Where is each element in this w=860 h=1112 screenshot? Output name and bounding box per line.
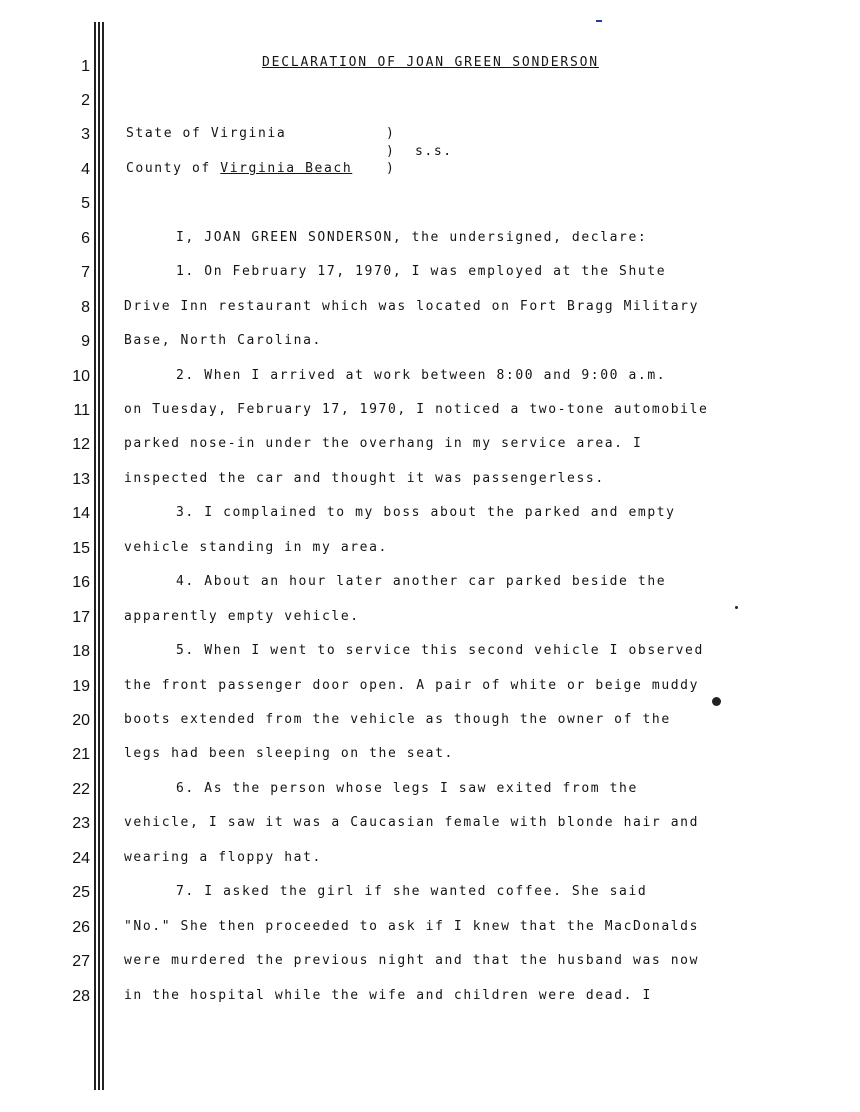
line-number: 20 bbox=[72, 712, 90, 729]
margin-rule bbox=[98, 22, 100, 1090]
line-number: 27 bbox=[72, 953, 90, 970]
body-line: boots extended from the vehicle as though the owner of the bbox=[124, 712, 671, 727]
venue-bracket: ) bbox=[386, 126, 396, 141]
line-number: 18 bbox=[72, 643, 90, 660]
body-line: vehicle standing in my area. bbox=[124, 540, 388, 555]
line-number: 22 bbox=[72, 781, 90, 798]
line-number: 23 bbox=[72, 815, 90, 832]
body-line: in the hospital while the wife and children were dead. I bbox=[124, 988, 652, 1003]
body-line: 1. On February 17, 1970, I was employed at the Shute bbox=[176, 264, 667, 279]
margin-rule bbox=[102, 22, 104, 1090]
line-number: 5 bbox=[81, 195, 90, 212]
body-line: Base, North Carolina. bbox=[124, 333, 322, 348]
line-number: 25 bbox=[72, 884, 90, 901]
scan-speck bbox=[596, 20, 602, 22]
body-line: "No." She then proceeded to ask if I knew that the MacDonalds bbox=[124, 919, 700, 934]
line-number: 3 bbox=[81, 126, 90, 143]
venue-bracket: ) bbox=[386, 144, 396, 159]
line-number: 6 bbox=[81, 230, 90, 247]
line-number: 19 bbox=[72, 678, 90, 695]
body-line: wearing a floppy hat. bbox=[124, 850, 322, 865]
body-line: inspected the car and thought it was passengerless. bbox=[124, 471, 605, 486]
line-number: 9 bbox=[81, 333, 90, 350]
line-number: 15 bbox=[72, 540, 90, 557]
line-number: 17 bbox=[72, 609, 90, 626]
ink-blot bbox=[712, 697, 721, 706]
line-number: 14 bbox=[72, 505, 90, 522]
line-number: 7 bbox=[81, 264, 90, 281]
venue-bracket: ) bbox=[386, 161, 396, 176]
line-number: 13 bbox=[72, 471, 90, 488]
body-line: 7. I asked the girl if she wanted coffee. She said bbox=[176, 884, 648, 899]
body-line: 5. When I went to service this second vehicle I observed bbox=[176, 643, 704, 658]
line-number: 16 bbox=[72, 574, 90, 591]
line-number: 26 bbox=[72, 919, 90, 936]
line-number: 24 bbox=[72, 850, 90, 867]
body-line: legs had been sleeping on the seat. bbox=[124, 746, 454, 761]
line-number: 1 bbox=[81, 58, 90, 75]
body-line: 3. I complained to my boss about the parked and empty bbox=[176, 505, 676, 520]
line-number: 21 bbox=[72, 746, 90, 763]
line-number: 4 bbox=[81, 161, 90, 178]
line-number: 8 bbox=[81, 299, 90, 316]
line-number: 11 bbox=[73, 402, 90, 419]
body-line: I, JOAN GREEN SONDERSON, the undersigned, declare: bbox=[176, 230, 648, 245]
line-number: 2 bbox=[81, 92, 90, 109]
line-number: 28 bbox=[72, 988, 90, 1005]
county-prefix: County of bbox=[126, 161, 221, 176]
venue-ss: s.s. bbox=[415, 144, 453, 159]
body-line: 2. When I arrived at work between 8:00 and 9:00 a.m. bbox=[176, 368, 667, 383]
body-line: on Tuesday, February 17, 1970, I noticed a two-tone automobile bbox=[124, 402, 709, 417]
body-line: the front passenger door open. A pair of white or beige muddy bbox=[124, 678, 700, 693]
venue-county bbox=[126, 161, 352, 176]
line-number: 12 bbox=[72, 436, 90, 453]
margin-rule bbox=[94, 22, 96, 1090]
body-line: parked nose-in under the overhang in my service area. I bbox=[124, 436, 643, 451]
body-line: 4. About an hour later another car parked beside the bbox=[176, 574, 667, 589]
body-line: 6. As the person whose legs I saw exited from the bbox=[176, 781, 638, 796]
page-title: DECLARATION OF JOAN GREEN SONDERSON bbox=[262, 55, 599, 70]
county-name: Virginia Beach bbox=[220, 161, 353, 176]
body-line: Drive Inn restaurant which was located on Fort Bragg Military bbox=[124, 299, 700, 314]
body-line: were murdered the previous night and that the husband was now bbox=[124, 953, 700, 968]
venue-state: State of Virginia bbox=[126, 126, 287, 141]
body-line: vehicle, I saw it was a Caucasian female with blonde hair and bbox=[124, 815, 700, 830]
scan-speck bbox=[735, 606, 738, 609]
line-number: 10 bbox=[72, 368, 90, 385]
body-line: apparently empty vehicle. bbox=[124, 609, 360, 624]
